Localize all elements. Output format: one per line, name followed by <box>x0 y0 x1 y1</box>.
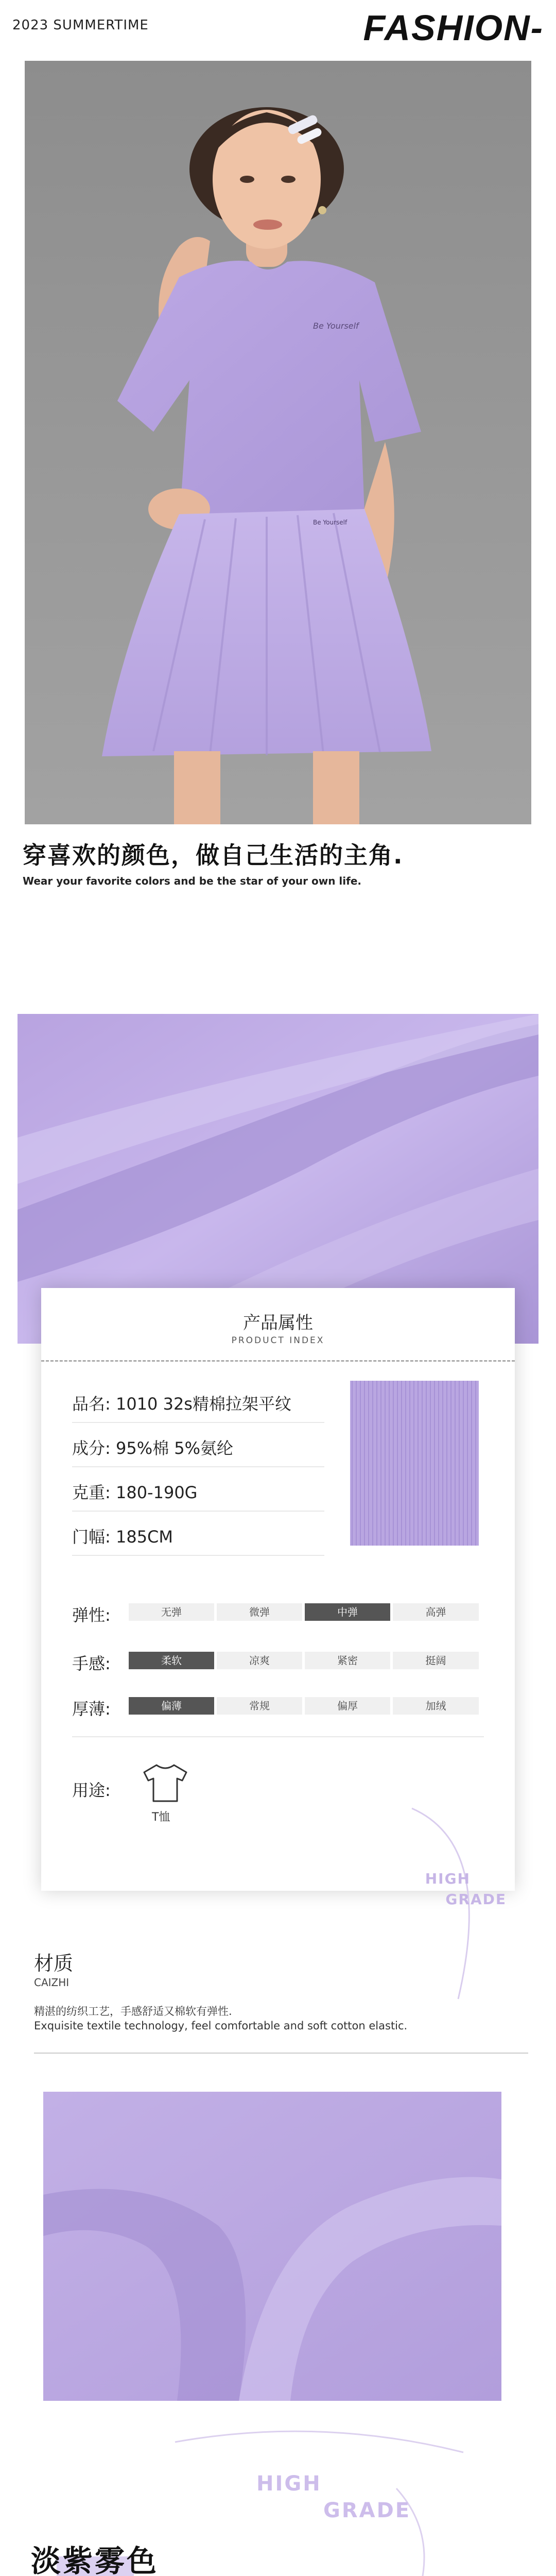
spec-row-width <box>72 1512 324 1556</box>
spec-value: 180-190G <box>115 1483 198 1502</box>
attr-scale-elasticity <box>129 1603 479 1621</box>
spec-label: 克重: <box>72 1483 111 1502</box>
tagline-english: Wear your favorite colors and be the star of your own life. <box>23 875 361 887</box>
usage-label: 用途: <box>72 1781 111 1800</box>
attr-option-selected: 中弹 <box>305 1603 390 1621</box>
model-illustration <box>25 61 531 824</box>
attr-option: 偏厚 <box>305 1697 390 1715</box>
attr-option: 紧密 <box>305 1652 390 1669</box>
material-title: 材质 <box>34 1952 74 1975</box>
attr-option: 高弹 <box>393 1603 479 1621</box>
card-title: 产品属性 <box>243 1313 313 1333</box>
spec-value: 1010 32s精棉拉架平纹 <box>115 1394 291 1414</box>
attr-option-selected: 柔软 <box>129 1652 214 1669</box>
attr-option-selected: 偏薄 <box>129 1697 214 1715</box>
product-attributes-card <box>41 1288 515 1891</box>
tagline-chinese: 穿喜欢的颜色，做自己生活的主角. <box>23 841 404 869</box>
attr-scale-handfeel <box>129 1652 479 1669</box>
attr-scale-thickness <box>129 1697 479 1715</box>
attr-option: 挺阔 <box>393 1652 479 1669</box>
material-title-en: CAIZHI <box>34 1976 70 1989</box>
attr-divider <box>72 1736 484 1737</box>
attr-label-elasticity: 弹性: <box>72 1605 111 1625</box>
spec-label: 成分: <box>72 1438 111 1458</box>
fabric-swatch <box>350 1381 479 1546</box>
spec-value: 95%棉 5%氨纶 <box>115 1438 234 1458</box>
spec-row-composition <box>72 1423 324 1467</box>
attr-label-handfeel: 手感: <box>72 1654 111 1673</box>
skirt-tag: Be Yourself <box>313 519 348 526</box>
attr-option: 加绒 <box>393 1697 479 1715</box>
spec-value: 185CM <box>115 1527 173 1547</box>
attr-option: 常规 <box>217 1697 302 1715</box>
fabric-drape-2 <box>43 2092 501 2401</box>
brand-title: FASHION- <box>363 8 544 48</box>
deco-grade-1: GRADE <box>445 1891 507 1908</box>
color-name-cn: 淡紫雾色 <box>31 2544 159 2576</box>
tshirt-icon <box>142 1762 188 1803</box>
attr-option: 微弹 <box>217 1603 302 1621</box>
material-desc-en: Exquisite textile technology, feel comfortable and soft cotton elastic. <box>34 2020 408 2032</box>
fabric-photo-2 <box>43 2092 501 2401</box>
spec-label: 门幅: <box>72 1527 111 1547</box>
shirt-print: Be Yourself <box>313 321 359 331</box>
material-divider <box>34 2053 528 2054</box>
spec-row-name <box>72 1379 324 1423</box>
attr-option: 无弹 <box>129 1603 214 1621</box>
material-desc-cn: 精湛的纺织工艺，手感舒适又棉软有弹性. <box>34 2005 232 2018</box>
hero-photo <box>25 61 531 824</box>
header-year: 2023 SUMMERTIME <box>12 18 149 33</box>
attr-label-thickness: 厚薄: <box>72 1699 111 1719</box>
usage-item: T恤 <box>152 1811 170 1824</box>
spec-row-weight <box>72 1467 324 1512</box>
deco-grade-2: GRADE <box>323 2499 411 2522</box>
deco-high-2: HIGH <box>256 2472 322 2496</box>
deco-arc-2 <box>154 2421 484 2576</box>
deco-high-1: HIGH <box>425 1870 471 1887</box>
attr-option: 凉爽 <box>217 1652 302 1669</box>
card-subtitle: PRODUCT INDEX <box>231 1335 325 1346</box>
card-divider <box>41 1360 515 1362</box>
spec-label: 品名: <box>72 1394 111 1414</box>
